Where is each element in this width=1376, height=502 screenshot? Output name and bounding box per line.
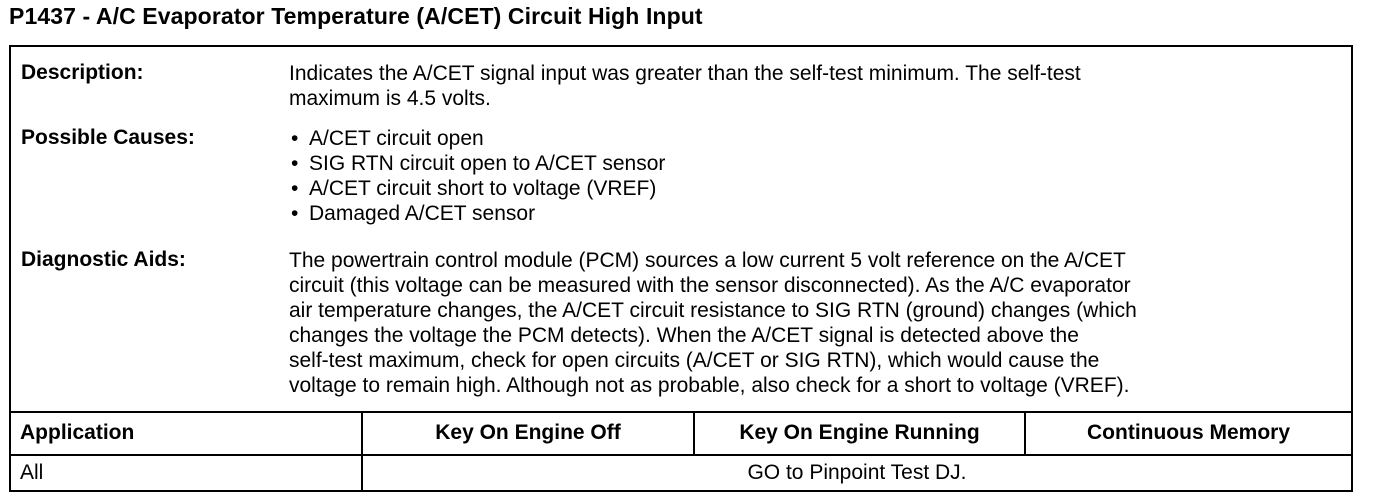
dtc-info-table: [9, 45, 1353, 492]
list-item: • Damaged A/CET sensor: [289, 201, 665, 226]
description-text: [289, 61, 1081, 111]
header-koeo: Key On Engine Off: [435, 421, 621, 444]
list-item: • A/CET circuit open: [289, 126, 665, 151]
list-item: • SIG RTN circuit open to A/CET sensor: [289, 151, 665, 176]
row-application: All: [20, 461, 44, 484]
diagnostic-aids-label: Diagnostic Aids:: [21, 248, 186, 271]
description-line: Indicates the A/CET signal input was greater than the self-test minimum. The self-test: [289, 62, 1081, 85]
page-title: P1437 - A/C Evaporator Temperature (A/CET) Circuit High Input: [9, 3, 703, 29]
possible-causes-label: Possible Causes:: [21, 126, 195, 149]
diagnostic-aids-line: voltage to remain high. Although not as probable, also check for a short to voltage (VREF).: [289, 374, 1130, 397]
diagnostic-aids-line: changes the voltage the PCM detects). When the A/CET signal is detected above the: [289, 324, 1079, 347]
description-line: maximum is 4.5 volts.: [289, 87, 491, 110]
header-application: Application: [20, 421, 135, 444]
description-label: Description:: [21, 61, 144, 84]
diagnostic-aids-line: circuit (this voltage can be measured with the sensor disconnected). As the A/C evaporator: [289, 274, 1131, 297]
possible-causes-list: [289, 126, 665, 226]
diagnostic-aids-line: The powertrain control module (PCM) sources a low current 5 volt reference on the A/CET: [289, 249, 1126, 272]
table-top-divider: [11, 411, 1351, 413]
diagnostic-aids-line: self-test maximum, check for open circuits (A/CET or SIG RTN), which would cause the: [289, 349, 1100, 372]
diagnostic-aids-line: air temperature changes, the A/CET circuit resistance to SIG RTN (ground) changes (which: [289, 299, 1137, 322]
header-continuous-memory: Continuous Memory: [1087, 421, 1290, 444]
diagnostic-aids-text: [289, 248, 1137, 398]
header-koer: Key On Engine Running: [739, 421, 980, 444]
pinpoint-test-link[interactable]: GO to Pinpoint Test DJ.: [747, 461, 967, 484]
list-item: • A/CET circuit short to voltage (VREF): [289, 176, 665, 201]
